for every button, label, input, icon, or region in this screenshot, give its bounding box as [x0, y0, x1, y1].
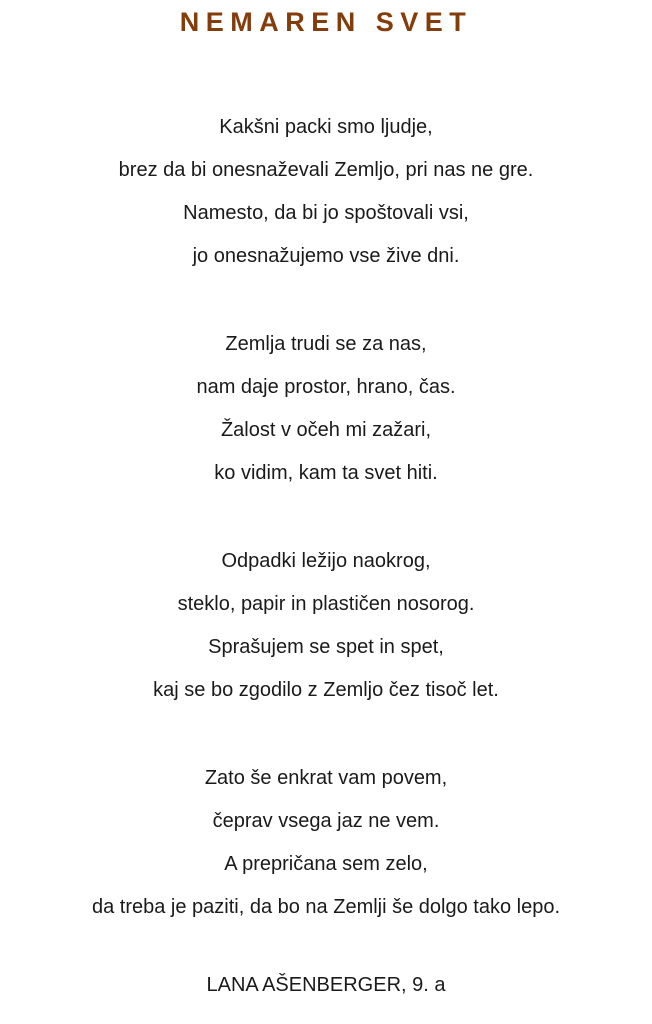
poem-author: LANA AŠENBERGER, 9. a: [206, 974, 446, 996]
poem-line: Sprašujem se spet in spet,: [208, 636, 444, 658]
poem-title: NEMAREN SVET: [179, 7, 473, 37]
poem-line: Odpadki ležijo naokrog,: [221, 550, 431, 572]
poem-line: steklo, papir in plastičen nosorog.: [177, 593, 475, 615]
poem-line: A prepričana sem zelo,: [224, 853, 428, 875]
poem-line: Zemlja trudi se za nas,: [225, 333, 427, 355]
stanza-1: [0, 106, 652, 278]
poem-line: nam daje prostor, hrano, čas.: [196, 376, 456, 398]
poem-line: Žalost v očeh mi zažari,: [220, 419, 432, 441]
poem-line: čeprav vsega jaz ne vem.: [212, 810, 440, 832]
poem-line: Kakšni packi smo ljudje,: [219, 116, 433, 138]
stanza-2: [0, 323, 652, 495]
poem-line: Zato še enkrat vam povem,: [204, 767, 448, 789]
poem-line: brez da bi onesnaževali Zemljo, pri nas ne gre.: [118, 159, 534, 181]
poem-line: Namesto, da bi jo spoštovali vsi,: [183, 202, 469, 224]
poem-body: [0, 106, 652, 974]
poem-line: jo onesnažujemo vse žive dni.: [192, 245, 460, 267]
stanza-4: [0, 757, 652, 929]
poem-line: kaj se bo zgodilo z Zemljo čez tisoč let.: [153, 679, 499, 701]
poem-line: ko vidim, kam ta svet hiti.: [214, 462, 438, 484]
stanza-3: [0, 540, 652, 712]
poem-line: da treba je paziti, da bo na Zemlji še dolgo tako lepo.: [91, 896, 561, 918]
